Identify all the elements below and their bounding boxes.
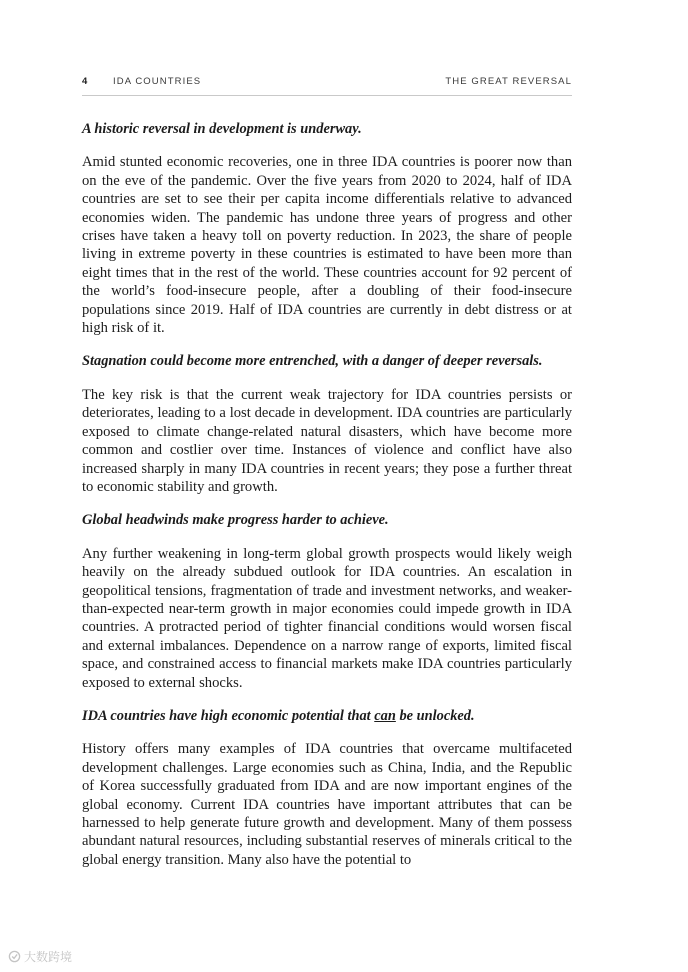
section-heading-historic-reversal: A historic reversal in development is underway. [82, 121, 362, 137]
running-header [82, 76, 572, 90]
heading-text-start: IDA countries have high economic potential that [82, 707, 375, 724]
section-heading-economic-potential [82, 707, 572, 725]
paragraph-economic-potential: History offers many examples of IDA countries that overcame multifaceted development challenges. Large economies such as China, India, and the Republic of Korea successfully graduated from IDA and are now important engines of the global economy. Current IDA countries have important attributes that can be harnessed to help generate future growth and development. Many of them possess abundant natural resources, including substantial reserves of minerals critical to the global energy transition. Many also have the potential to [82, 741, 572, 868]
paragraph-historic-reversal: Amid stunted economic recoveries, one in three IDA countries is poorer now than on the eve of the pandemic. Over the five years from 2020 to 2024, half of IDA countries are set to see their per capita income differentials relative to advanced economies widen. The pandemic has undone three years of progress and other crises have taken a heavy toll on poverty reduction. In 2023, the share of people living in extreme poverty in these countries is estimated to have been more than eight times that in the rest of the world. These countries account for 92 percent of the world’s food-insecure people, after a doubling of their food-insecure populations since 2019. Half of IDA countries are currently in debt distress or at high risk of it. [82, 154, 572, 337]
heading-emphasis-can: can [374, 707, 396, 724]
section-heading-stagnation: Stagnation could become more entrenched, with a danger of deeper reversals. [82, 353, 543, 370]
header-document-title: THE GREAT REVERSAL [445, 76, 572, 87]
watermark-text: 大数跨境 [24, 949, 73, 964]
section-heading-global-headwinds: Global headwinds make progress harder to achieve. [82, 512, 389, 529]
paragraph-global-headwinds: Any further weakening in long-term global growth prospects would likely weigh heavily on the already subdued outlook for IDA countries. An escalation in geopolitical tensions, fragmentation of trade and investment networks, and weaker-than-expected near-term growth in major economies could impede growth in IDA countries. A protracted period of tighter financial conditions would worsen fiscal and external imbalances. Dependence on a narrow range of exports, limited fiscal space, and constrained access to financial markets make IDA countries particularly exposed to external shocks. [82, 545, 572, 691]
watermark [8, 948, 72, 964]
paragraph-stagnation: The key risk is that the current weak trajectory for IDA countries persists or deteriorates, leading to a lost decade in development. IDA countries are particularly exposed to climate change-related natural disasters, which have become more common and costlier over time. Instances of violence and conflict have also increased sharply in many IDA countries in recent years; they pose a further threat to economic stability and growth. [82, 386, 572, 495]
header-divider [82, 95, 572, 96]
page-number: 4 [82, 76, 89, 87]
heading-text-end: be unlocked. [395, 707, 475, 724]
header-section-label: IDA COUNTRIES [113, 76, 202, 87]
page-body [82, 120, 572, 869]
watermark-logo-icon [8, 950, 21, 963]
